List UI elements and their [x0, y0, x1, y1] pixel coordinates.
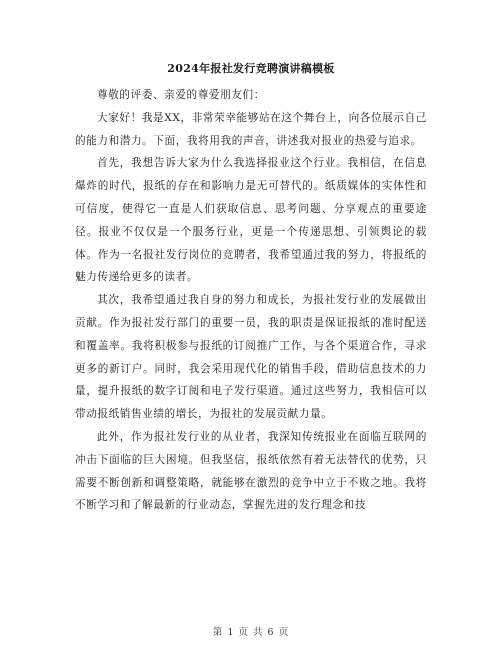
- greeting-line: 尊敬的评委、亲爱的尊爱朋友们：: [97, 89, 265, 101]
- paragraph: 其次，我希望通过我自身的努力和成长，为报社发行业的发展做出贡献。作为报社发行部门的重要一员，我的职责是保证报纸的准时配送和覆盖率。我将积极参与报纸的订阅推广工作，与各个渠道合作，寻求更多的新订户。同时，我会采用现代化的销售手段，借助信息技术的力量，提升报纸的数字订阅和电子发行渠道。通过这些努力，我相信可以带动报纸销售业绩的增长，为报社的发展贡献力量。: [75, 294, 427, 421]
- page-number-footer: 第 1 页 共 6 页: [212, 627, 290, 638]
- document-body: [75, 84, 427, 517]
- document-title: 2024年报社发行竞聘演讲稿模板: [167, 62, 335, 75]
- paragraph: 首先，我想告诉大家为什么我选择报业这个行业。我相信，在信息爆炸的时代，报纸的存在和影响力是无可替代的。纸质媒体的实体性和可信度，使得它一直是人们获取信息、思考问题、分享观点的重要途径。报业不仅仅是一个服务行业，更是一个传递思想、引领舆论的载体。作为一名报社发行岗位的竞聘者，我希望通过我的努力，将报纸的魅力传递给更多的读者。: [75, 157, 427, 284]
- paragraph: 大家好！我是XX，非常荣幸能够站在这个舞台上，向各位展示自己的能力和潜力。下面，我将用我的声音，讲述我对报业的热爱与追求。: [75, 111, 427, 147]
- paragraph: 此外，作为报社发行业的从业者，我深知传统报业在面临互联网的冲击下面临的巨大困境。但我坚信，报纸依然有着无法替代的优势，只需要不断创新和调整策略，就能够在激烈的竞争中立于不败之地。我将不断学习和了解最新的行业动态，掌握先进的发行理念和技: [75, 430, 427, 512]
